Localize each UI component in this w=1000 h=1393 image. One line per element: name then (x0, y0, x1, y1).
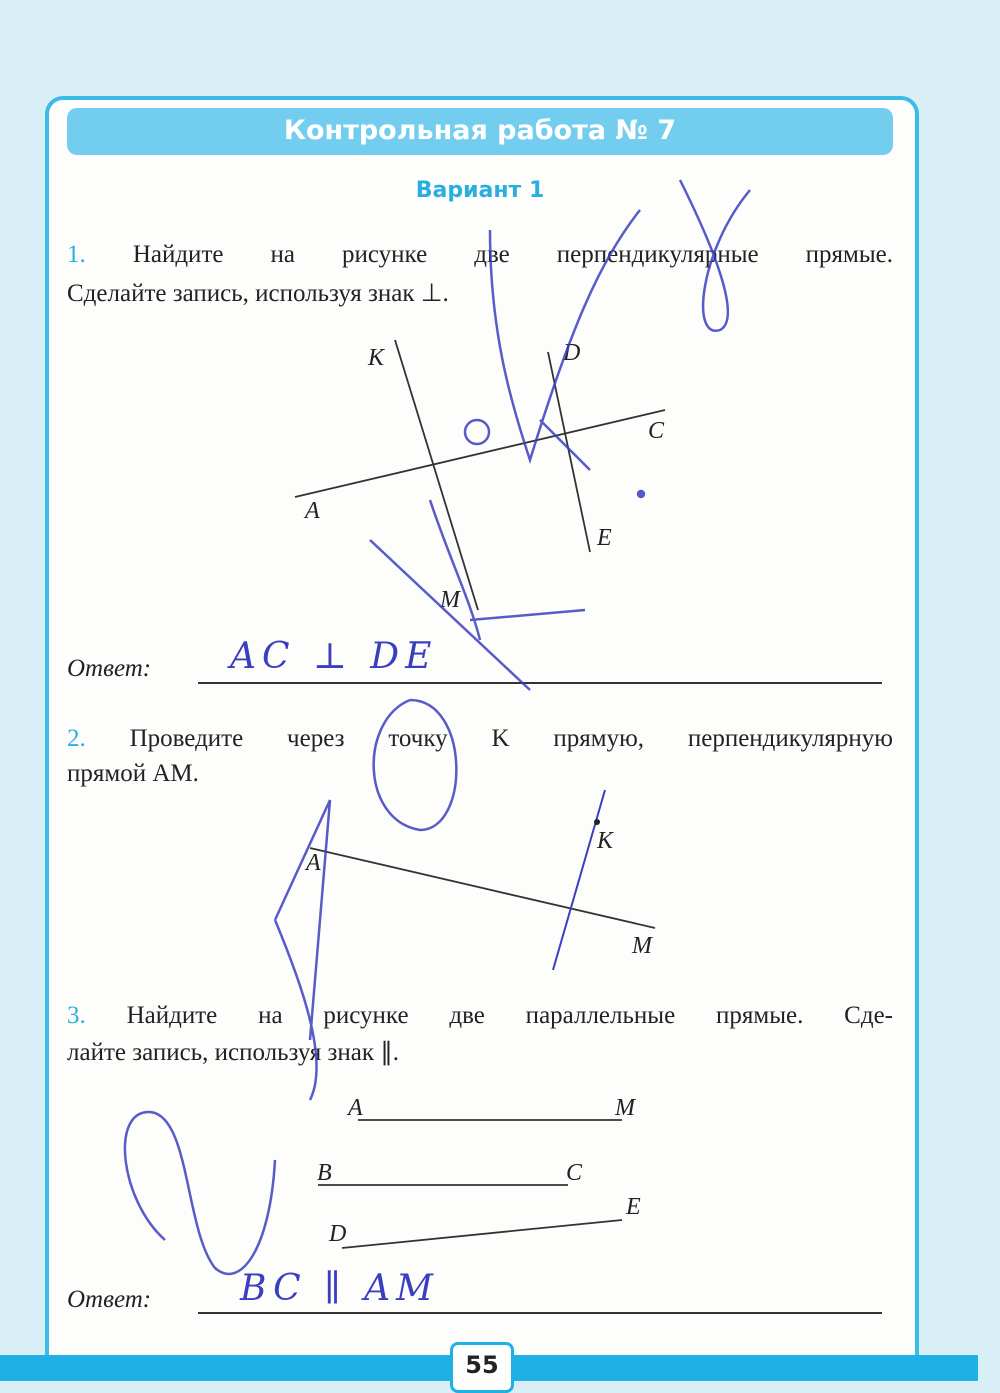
line-km (395, 340, 478, 610)
label-a: A (305, 498, 320, 524)
task2-line2: прямой AM. (67, 760, 199, 787)
line-ac (295, 410, 665, 497)
task1-line2: Сделайте запись, используя знак ⊥. (67, 280, 449, 307)
label-c3: C (566, 1160, 583, 1186)
label-m: M (440, 587, 460, 613)
task2-number: 2. (67, 725, 86, 752)
label-b3: B (317, 1160, 332, 1186)
task1-text1: Найдите на рисунке две перпендикулярные прямые. (132, 241, 894, 268)
line-am (310, 848, 655, 928)
task3-answer-label: Ответ: (67, 1286, 152, 1313)
drawn-perpendicular (553, 790, 605, 970)
label-a3: A (348, 1095, 363, 1121)
label-d3: D (329, 1221, 347, 1247)
label-e3: E (626, 1194, 641, 1220)
label-a2: A (306, 850, 321, 876)
label-c: C (648, 418, 665, 444)
label-e: E (597, 525, 612, 551)
task1-answer-label: Ответ: (67, 655, 152, 682)
label-m2: M (632, 933, 652, 959)
task3-number: 3. (67, 1002, 86, 1029)
page-number: 55 (450, 1342, 514, 1393)
task3-line2: лайте запись, используя знак ∥. (67, 1039, 399, 1066)
handwritten-scribble (125, 180, 750, 1274)
figure-1 (295, 340, 665, 610)
line-de3 (342, 1220, 622, 1248)
task3-handwritten-answer: BC ∥ AM (240, 1268, 440, 1309)
task2-text1: Проведите через точку K прямую, перпендикулярную (129, 725, 893, 752)
point-k (594, 819, 600, 825)
figure-2 (310, 848, 655, 928)
label-m3: M (615, 1095, 635, 1121)
task3-text1: Найдите на рисунке две параллельные прямые. Сде- (126, 1002, 894, 1029)
label-k2: K (597, 828, 614, 854)
variant-heading: Вариант 1 (415, 178, 545, 203)
task1-handwritten-answer: AC ⊥ DE (230, 636, 438, 677)
page-title: Контрольная работа № 7 (67, 108, 893, 155)
label-k: K (368, 345, 385, 371)
task1-number: 1. (67, 241, 86, 268)
label-d: D (563, 340, 581, 366)
